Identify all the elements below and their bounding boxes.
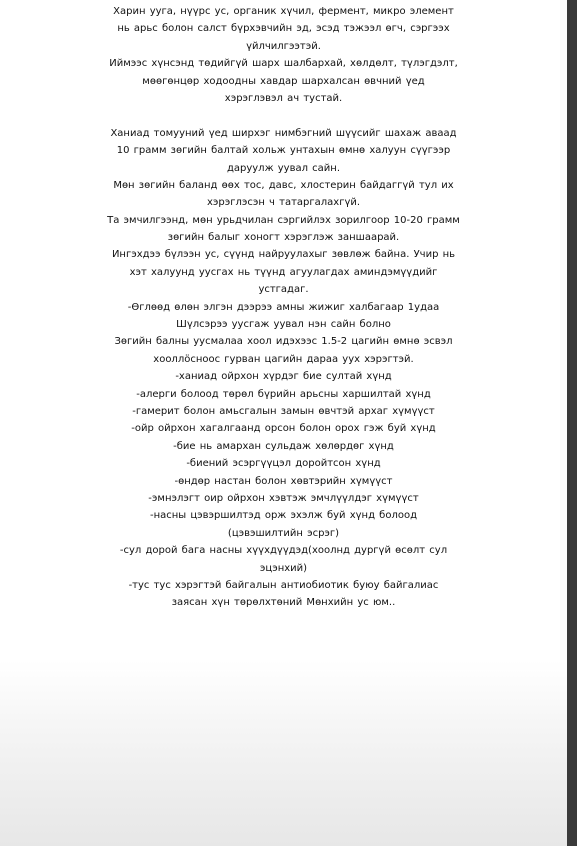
text-line: хэрэглэвэл ач тустай. (224, 92, 343, 104)
text-line: хэрэглэсэн ч татаргалахгүй. (206, 197, 361, 209)
text-line: Иймээс хүнсэнд төдийгүй шарх шалбархай, хөлдөлт, түлэгдэлт, (109, 58, 458, 70)
list-item: -тус тус хэрэгтэй байгалын антиобиотик буюу байгалиас (128, 579, 439, 591)
text-line: үйлчилгээтэй. (246, 40, 321, 52)
text-line: -Өглөөд өлөн элгэн дээрээ амны жижиг халбагаар 1удаа (127, 301, 440, 313)
text-line: устгадаг. (258, 284, 309, 296)
text-line: Та эмчилгээнд, мөн урьдчилан сэргийлэх зорилгоор 10-20 грамм (107, 214, 460, 226)
text-line: Харин ууга, нүүрс ус, органик хүчил, фермент, микро элемент (113, 6, 454, 17)
text-line: хооллӧсноос гурван цагийн дараа уух хэрэгтэй. (153, 353, 414, 365)
list-item: -ойр ойрхон хагалгаанд орсон болон орох гэж буй хүнд (131, 423, 436, 435)
list-item: -биений эсэргүүцэл доройтсон хүнд (186, 458, 381, 470)
text-line: хэт халуунд уусгах нь түүнд агуулагдах аминдэмүүдийг (129, 266, 438, 278)
text-line: Шүлсэрээ уусгаж уувал нэн сайн болно (176, 319, 391, 331)
page-edge-bar (567, 0, 577, 846)
list-item: заясан хүн төрөлхтөний Мөнхийн ус юм.. (171, 597, 396, 609)
text-line: Зөгийн балны уусмалаа хоол идэхээс 1.5-2 цагийн өмнө эсвэл (114, 336, 453, 348)
text-line: Мөн зөгийн баланд өөх тос, давс, хлостерин байдаггүй тул их (113, 179, 454, 191)
paragraph-recommendations (0, 125, 567, 612)
paragraph-usage (0, 55, 567, 107)
paragraph-intro (0, 3, 567, 55)
list-item: -алерги болоод төрөл бүрийн арьсны харшилтай хүнд (136, 388, 431, 400)
text-line: Ингэхдээ бүлээн ус, сүүнд найруулахыг зөвлөж байна. Учир нь (111, 249, 456, 261)
list-item: -өндөр настан болон хөвтэрийн хүмүүст (174, 475, 393, 487)
text-line: 10 грамм зөгийн балтай хольж унтахын өмнө халуун сүүгээр (116, 145, 451, 157)
blank-line (0, 107, 567, 124)
text-line: зөгийн балыг хоногт хэрэглэж заншаарай. (167, 232, 400, 244)
list-item: (цэвэшилтийн эсрэг) (227, 527, 340, 539)
list-item: -насны цэвэршилтэд орж эхэлж буй хүнд болоод (149, 510, 418, 522)
text-line: нь арьс болон салст бүрхэвчийн эд, эсэд тэжээл өгч, сэргээх (117, 23, 450, 35)
text-line: даруулж уувал сайн. (226, 162, 341, 174)
list-item: -бие нь амархан сульдаж хөлөрдөг хүнд (173, 440, 394, 452)
list-item: эцэнхий) (259, 562, 308, 574)
list-item: -ханиад ойрхон хүрдэг бие султай хүнд (175, 371, 392, 383)
text-line: мөөгөнцөр ходоодны хавдар шархалсан өвчний үед (142, 75, 425, 87)
list-item: -эмнэлэгт оир ойрхон хэвтэж эмчлүүлдэг хүмүүст (148, 492, 419, 504)
text-line: Ханиад томууний үед ширхэг нимбэгний шүүсийг шахаж аваад (110, 127, 457, 139)
list-item: -сул дорой бага насны хүүхдүүдэд(хоолнд дургүй өсөлт сул (119, 545, 448, 557)
list-item: -гамерит болон амьсгалын замын өвчтэй архаг хүмүүст (132, 405, 435, 417)
